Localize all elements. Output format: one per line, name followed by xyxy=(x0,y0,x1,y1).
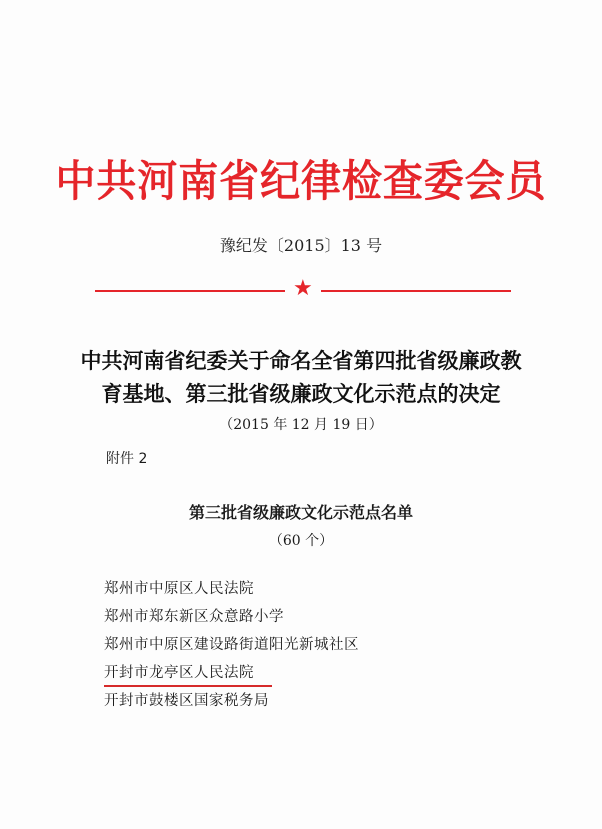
star-icon: ★ xyxy=(293,276,313,301)
demonstration-site-list xyxy=(104,579,359,719)
list-item: 开封市鼓楼区国家税务局 xyxy=(104,693,269,709)
decision-date: （2015 年 12 月 19 日） xyxy=(219,417,383,433)
list-title: 第三批省级廉政文化示范点名单 xyxy=(188,503,413,522)
list-item-underlined: 开封市龙亭区人民法院 xyxy=(104,663,359,691)
masthead-title: 中共河南省纪律检查委会员 xyxy=(55,157,547,207)
list-item: 郑州市郑东新区众意路小学 xyxy=(104,609,284,625)
decision-title-line-1: 中共河南省纪委关于命名全省第四批省级廉政教 xyxy=(80,348,522,373)
list-count: （60 个） xyxy=(268,533,334,549)
document-number: 豫纪发〔2015〕13 号 xyxy=(219,236,383,255)
attachment-label: 附件 2 xyxy=(106,451,148,467)
decision-title-line-2: 育基地、第三批省级廉政文化示范点的决定 xyxy=(101,381,501,406)
red-divider xyxy=(95,276,511,301)
list-item: 郑州市中原区建设路街道阳光新城社区 xyxy=(104,637,359,653)
list-item: 郑州市中原区人民法院 xyxy=(104,581,254,597)
divider-line-right xyxy=(321,290,511,292)
divider-line-left xyxy=(95,290,285,292)
